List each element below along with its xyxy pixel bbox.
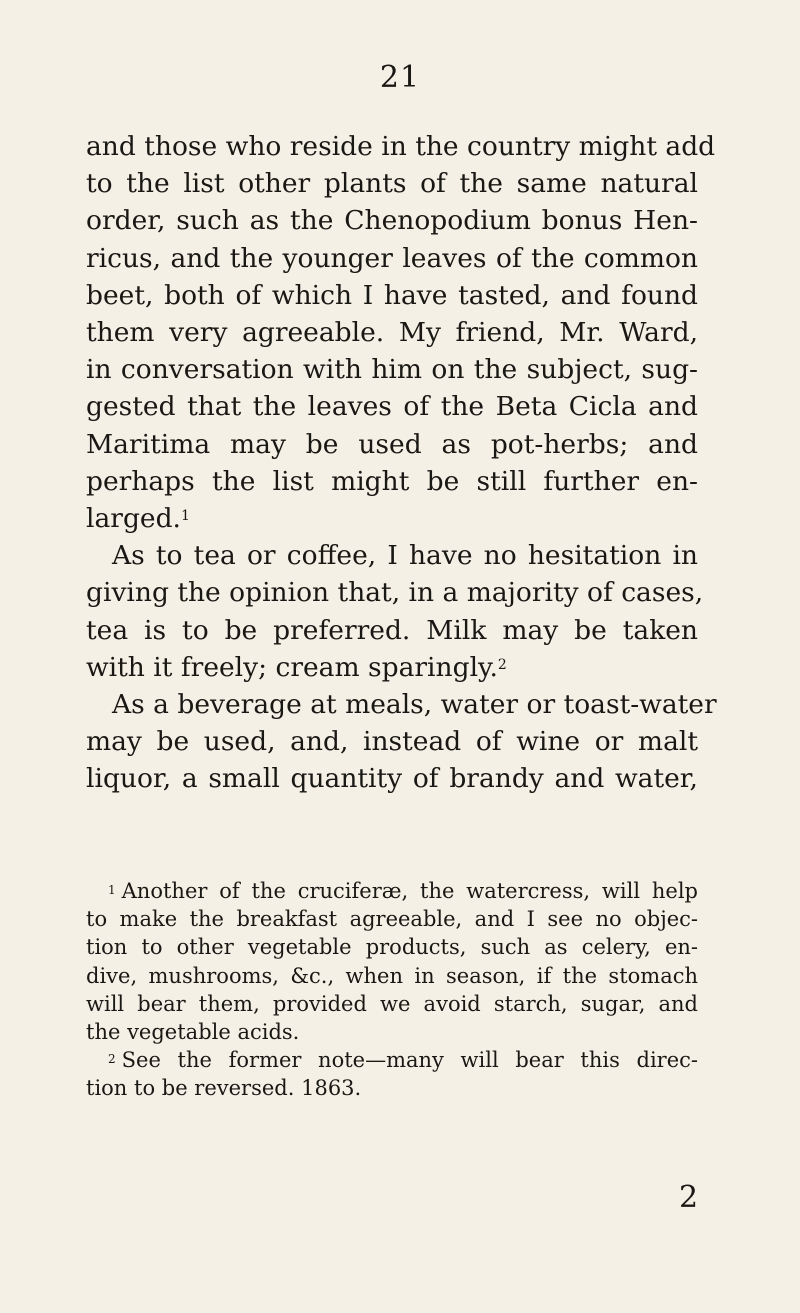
text-fragment: Another of the cruciferæ, the watercress, will help — [121, 879, 698, 903]
signature-mark: 2 — [679, 1180, 699, 1215]
text-line: gested that the leaves of the Beta Cicla and — [86, 391, 698, 423]
main-text — [86, 128, 717, 798]
text-line: giving the opinion that, in a majority of cases, — [86, 577, 704, 609]
footnote-line: will bear them, provided we avoid starch, sugar, and — [86, 991, 698, 1016]
footnote-reference: 2 — [497, 656, 507, 673]
footnote-line: tion to other vegetable products, such as celery, en- — [86, 935, 698, 960]
footnote-line — [86, 877, 698, 905]
footnote-marker: 2 — [108, 1052, 116, 1067]
text-line: perhaps the list might be still further en- — [86, 465, 698, 497]
footnote-line: dive, mushrooms, &c., when in season, if the stomach — [86, 963, 698, 988]
text-fragment: See the former note—many will bear this direc- — [121, 1048, 698, 1073]
text-line: and those who reside in the country might add — [86, 131, 716, 162]
footnote-line — [86, 1046, 698, 1074]
footnotes — [86, 877, 698, 1103]
text-line — [86, 649, 698, 686]
footnote-line: to make the breakfast agreeable, and I see no objec- — [86, 907, 698, 932]
text-fragment: larged. — [86, 503, 181, 535]
text-fragment: with it freely; cream sparingly. — [86, 651, 498, 683]
text-line — [86, 500, 698, 537]
page-number: 21 — [379, 60, 421, 95]
text-line: ricus, and the younger leaves of the common — [86, 242, 698, 274]
text-line: tea is to be preferred. Milk may be taken — [86, 614, 698, 646]
text-line: them very agreeable. My friend, Mr. Ward, — [86, 317, 698, 349]
text-line: in conversation with him on the subject, sug- — [86, 354, 698, 386]
footnote-reference: 1 — [180, 508, 190, 525]
text-line: order, such as the Chenopodium bonus Hen- — [86, 205, 698, 237]
text-line: Maritima may be used as pot-herbs; and — [86, 428, 698, 460]
text-line: beet, both of which I have tasted, and found — [86, 279, 698, 311]
text-line: As to tea or coffee, I have no hesitation in — [112, 540, 698, 572]
text-line: liquor, a small quantity of brandy and water, — [86, 763, 698, 795]
footnote-line: tion to be reversed. 1863. — [86, 1076, 362, 1101]
footnote-marker: 1 — [108, 883, 116, 897]
text-line: to the list other plants of the same natural — [86, 168, 698, 200]
text-line: As a beverage at meals, water or toast-water — [112, 689, 717, 721]
text-line: may be used, and, instead of wine or malt — [86, 726, 698, 758]
footnote-line: the vegetable acids. — [86, 1020, 300, 1045]
